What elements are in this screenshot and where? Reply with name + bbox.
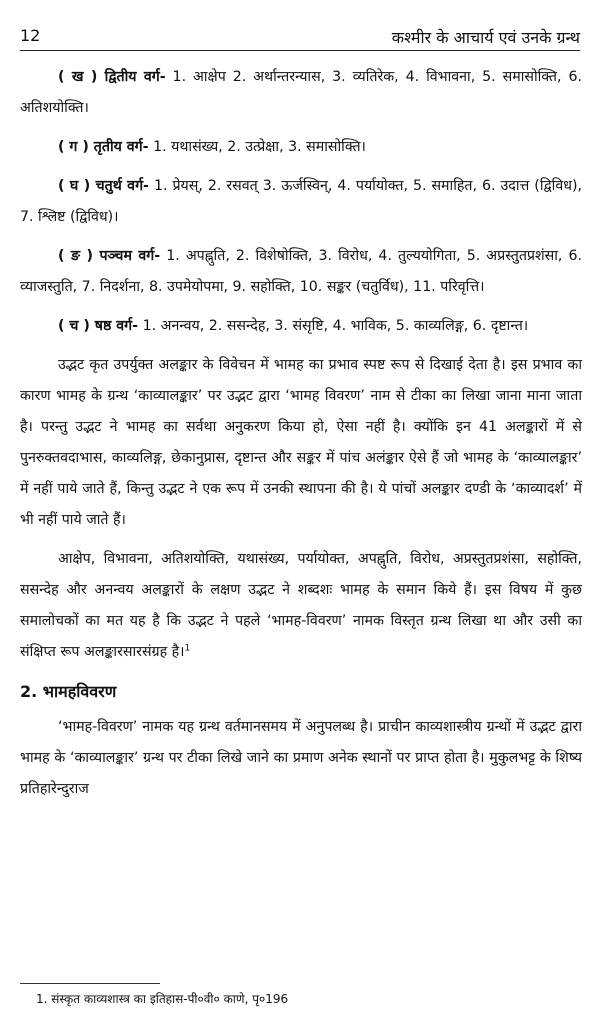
varga-list: 1. अनन्वय, 2. ससन्देह, 3. संसृष्टि, 4. भाविक, 5. काव्यलिङ्ग, 6. दृष्टान्त।	[138, 318, 529, 334]
varga-2	[20, 62, 582, 124]
varga-4	[20, 171, 582, 233]
varga-3	[20, 132, 582, 163]
varga-list: 1. प्रेयस्, 2. रसवत् 3. ऊर्जस्विन्, 4. पर्यायोक्त, 5. समाहित, 6. उदात्त (द्विविध), 7. श्लिष्ट (द्विविध)।	[20, 178, 582, 225]
paragraph-influence: उद्भट कृत उपर्युक्त अलङ्कार के विवेचन में भामह का प्रभाव स्पष्ट रूप से दिखाई देता है। इस प्रभाव का कारण भामह के ग्रन्थ ‘काव्यालङ्कार’ पर उद्भट द्वारा ‘भामह विवरण’ नाम से टीका का लिखा जाना माना जाता है। परन्तु उद्भट ने भामह का सर्वथा अनुकरण किया हो, ऐसा नहीं है। क्योंकि इन 41 अलङ्कारों में से पुनरुक्तवदाभास, काव्यलिङ्ग, छेकानुप्रास, दृष्टान्त और सङ्कर में पांच अलंङ्कार ऐसे हैं जो भामह के ‘काव्यालङ्कार’ में नहीं पाये जाते हैं, किन्तु उद्भट ने एक रूप में उनकी स्थापना की है। ये पांचों अलङ्कार दण्डी के ‘काव्यादर्श’ में भी नहीं पाये जाते हैं।	[20, 357, 582, 528]
section-heading: 2. भामहविवरण	[20, 682, 117, 701]
footnote-rule	[20, 983, 160, 984]
varga-list: 1. आक्षेप 2. अर्थान्तरन्यास, 3. व्यतिरेक, 4. विभावना, 5. समासोक्ति, 6. अतिशयोक्ति।	[20, 69, 582, 116]
paragraph-definitions-text: आक्षेप, विभावना, अतिशयोक्ति, यथासंख्य, पर्यायोक्त, अपह्नुति, विरोध, अप्रस्तुतप्रशंसा, सहोक्ति, ससन्देह और अनन्वय अलङ्कारों के लक्षण उद्भट ने शब्दशः भामह के समान किये हैं। इस विषय में कुछ समालोचकों का मत यह है कि उद्भट ने पहले ‘भामह-विवरण’ नामक विस्तृत ग्रन्थ लिखा था और उसी का संक्षिप्त रूप अलङ्कारसारसंग्रह है।	[20, 551, 582, 660]
varga-list: 1. अपह्नुति, 2. विशेषोक्ति, 3. विरोध, 4. तुल्ययोगिता, 5. अप्रस्तुतप्रशंसा, 6. व्याजस्तुति, 7. निदर्शना, 8. उपमेयोपमा, 9. सहोक्ति, 10. सङ्कर (चतुर्विध), 11. परिवृत्ति।	[20, 248, 582, 295]
varga-5	[20, 241, 582, 303]
varga-heading: ( ख ) द्वितीय वर्ग-	[58, 69, 166, 85]
page-number: 12	[20, 26, 41, 45]
paragraph-definitions	[20, 544, 582, 668]
varga-heading: ( ग ) तृतीय वर्ग-	[58, 139, 149, 155]
footnote-marker: 1	[184, 643, 191, 654]
varga-heading: ( ङ ) पञ्चम वर्ग-	[58, 248, 161, 264]
varga-list: 1. यथासंख्य, 2. उत्प्रेक्षा, 3. समासोक्ति।	[148, 139, 366, 155]
page-body	[20, 62, 582, 813]
varga-heading: ( च ) षष्ठ वर्ग-	[58, 318, 139, 334]
running-title: कश्मीर के आचार्य एवं उनके ग्रन्थ	[391, 28, 580, 47]
footnote: 1. संस्कृत काव्यशास्त्र का इतिहास-पी०वी० काणे, पृ०196	[36, 992, 289, 1006]
varga-6	[20, 311, 582, 342]
page-header	[20, 26, 580, 48]
section-paragraph: ‘भामह-विवरण’ नामक यह ग्रन्थ वर्तमानसमय में अनुपलब्ध है। प्राचीन काव्यशास्त्रीय ग्रन्थों में उद्भट द्वारा भामह के ‘काव्यालङ्कार’ ग्रन्थ पर टीका लिखे जाने का प्रमाण अनेक स्थानों पर प्राप्त होता है। मुकुलभट्ट के शिष्य प्रतिहारेन्दुराज	[20, 719, 582, 797]
header-rule	[20, 50, 580, 51]
varga-heading: ( घ ) चतुर्थ वर्ग-	[58, 178, 149, 194]
